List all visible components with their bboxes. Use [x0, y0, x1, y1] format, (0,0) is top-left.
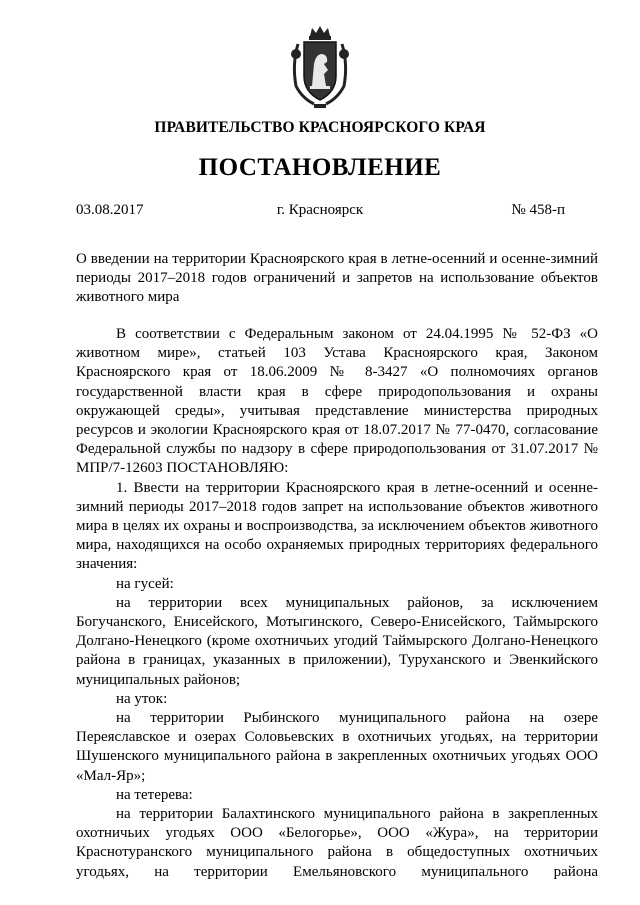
black-grouse-heading: на тетерева:: [116, 786, 193, 803]
clause-1-paragraph: 1. Ввести на территории Красноярского края в летне-осенний и осенне-зимний периоды 2017–2018 годов запрет на использование объектов животного мира в целях их охраны и воспроизводства, за исключением объектов животного мира, находящихся на особо охраняемых природных территориях федерального значения:: [76, 479, 598, 573]
document-date: 03.08.2017: [76, 202, 144, 218]
ducks-paragraph: на территории Рыбинского муниципального района на озере Переяславское и озерах Соловьевских в охотничьих угодьях, на территории Шушенского муниципального района в закрепленных охотничьих угодьях ООО «Мал-Яр»;: [76, 710, 598, 784]
coat-of-arms-emblem: [288, 24, 352, 110]
document-city: г. Красноярск: [276, 202, 364, 218]
geese-paragraph: на территории всех муниципальных районов, за исключением Богучанского, Енисейского, Мотыгинского, Северо-Енисейского, Таймырского Долгано-Ненецкого (кроме охотничьих угодий Таймырского Долгано-Ненецкого района в границах, указанных в приложении), Туруханского и Эвенкийского муниципальных районов;: [76, 594, 598, 688]
document-number: № 458-п: [511, 202, 565, 218]
document-type-title: ПОСТАНОВЛЕНИЕ: [198, 154, 442, 181]
black-grouse-paragraph: на территории Балахтинского муниципального района в закрепленных охотничьих угодьях ООО «Белогорье», ООО «Жура», на территории Краснотуранского муниципального района в общедоступных охотничьих угодьях, на территории Емельяновского муниципального района: [76, 806, 598, 880]
document-subject: [76, 250, 598, 308]
subject-text: О введении на территории Красноярского края в летне-осенний и осенне-зимний периоды 2017–2018 годов ограничений и запретов на использование объектов животного мира: [76, 251, 598, 306]
organization-name: ПРАВИТЕЛЬСТВО КРАСНОЯРСКОГО КРАЯ: [154, 119, 486, 136]
preamble-paragraph: В соответствии с Федеральным законом от 24.04.1995 № 52-ФЗ «О животном мире», статьей 103 Устава Красноярского края, Законом Красноярского края от 18.06.2009 № 8-3427 «О полномочиях органов государственной власти края в сфере природопользования и охраны окружающей среды», учитывая представление министерства природных ресурсов и экологии Красноярского края от 18.07.2017 № 77-0470, согласование Федеральной службы по надзору в сфере природопользования от 31.07.2017 № МПР/7-12603 ПОСТАНОВЛЯЮ:: [76, 326, 598, 477]
ducks-heading: на уток:: [116, 690, 168, 707]
geese-heading: на гусей:: [116, 575, 174, 592]
document-body: [76, 325, 598, 882]
